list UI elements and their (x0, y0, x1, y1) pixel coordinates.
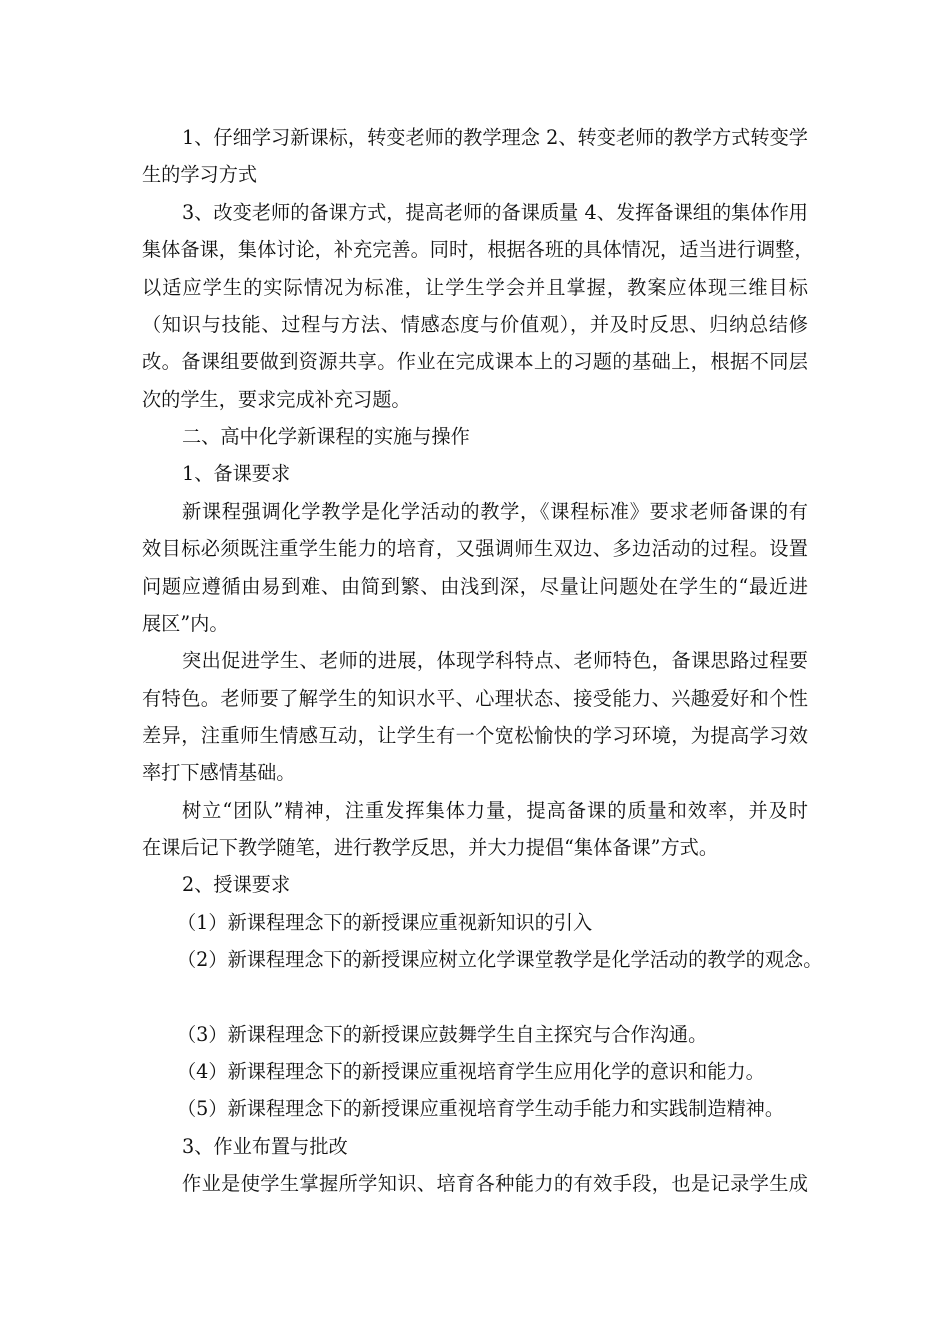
paragraph-line: 3、改变老师的备课方式，提高老师的备课质量 4、发挥备课组的集体作用 (182, 201, 808, 224)
paragraph-line: 集体备课，集体讨论，补充完善。同时，根据各班的具体情况，适当进行调整， (142, 238, 814, 261)
subsection-heading: 1、备课要求 (182, 462, 291, 485)
paragraph-line: 次的学生，要求完成补充习题。 (142, 388, 411, 411)
paragraph-line: 差异，注重师生情感互动，让学生有一个宽松愉快的学习环境，为提高学习效 (142, 724, 808, 747)
paragraph-line: 以适应学生的实际情况为标准，让学生学会并且掌握，教案应体现三维目标 (142, 276, 808, 299)
paragraph-line: 在课后记下教学随笔，进行教学反思，并大力提倡“集体备课”方式。 (142, 836, 719, 859)
paragraph-line: 作业是使学生掌握所学知识、培育各种能力的有效手段，也是记录学生成 (182, 1172, 808, 1195)
paragraph-line: 新课程强调化学教学是化学活动的教学，《课程标准》要求老师备课的有 (182, 500, 808, 523)
list-item: （1）新课程理念下的新授课应重视新知识的引入 (177, 911, 593, 934)
paragraph-line: 展区”内。 (142, 612, 229, 635)
subsection-heading: 2、授课要求 (182, 873, 291, 896)
paragraph-line: 1、仔细学习新课标，转变老师的教学理念 2、转变老师的教学方式转变学 (182, 126, 808, 149)
list-item: （5）新课程理念下的新授课应重视培育学生动手能力和实践制造精神。 (177, 1097, 785, 1120)
section-heading: 二、高中化学新课程的实施与操作 (182, 425, 470, 448)
list-item: （4）新课程理念下的新授课应重视培育学生应用化学的意识和能力。 (177, 1060, 765, 1083)
list-item: （2）新课程理念下的新授课应树立化学课堂教学是化学活动的教学的观念。 (177, 948, 823, 971)
subsection-heading: 3、作业布置与批改 (182, 1135, 348, 1158)
paragraph-line: 突出促进学生、老师的进展，体现学科特点、老师特色，备课思路过程要 (182, 649, 808, 672)
paragraph-line: （知识与技能、过程与方法、情感态度与价值观），并及时反思、归纳总结修 (142, 313, 808, 336)
paragraph-line: 率打下感情基础。 (142, 761, 296, 784)
paragraph-line: 有特色。老师要了解学生的知识水平、心理状态、接受能力、兴趣爱好和个性 (142, 687, 808, 710)
paragraph-line: 效目标必须既注重学生能力的培育，又强调师生双边、多边活动的过程。设置 (142, 537, 808, 560)
paragraph-line: 问题应遵循由易到难、由简到繁、由浅到深，尽量让问题处在学生的“最近进 (142, 575, 808, 598)
list-item: （3）新课程理念下的新授课应鼓舞学生自主探究与合作沟通。 (177, 1023, 708, 1046)
paragraph-line: 生的学习方式 (142, 163, 258, 186)
paragraph-line: 树立“团队”精神，注重发挥集体力量，提高备课的质量和效率，并及时 (182, 799, 808, 822)
paragraph-line: 改。备课组要做到资源共享。作业在完成课本上的习题的基础上，根据不同层 (142, 350, 808, 373)
